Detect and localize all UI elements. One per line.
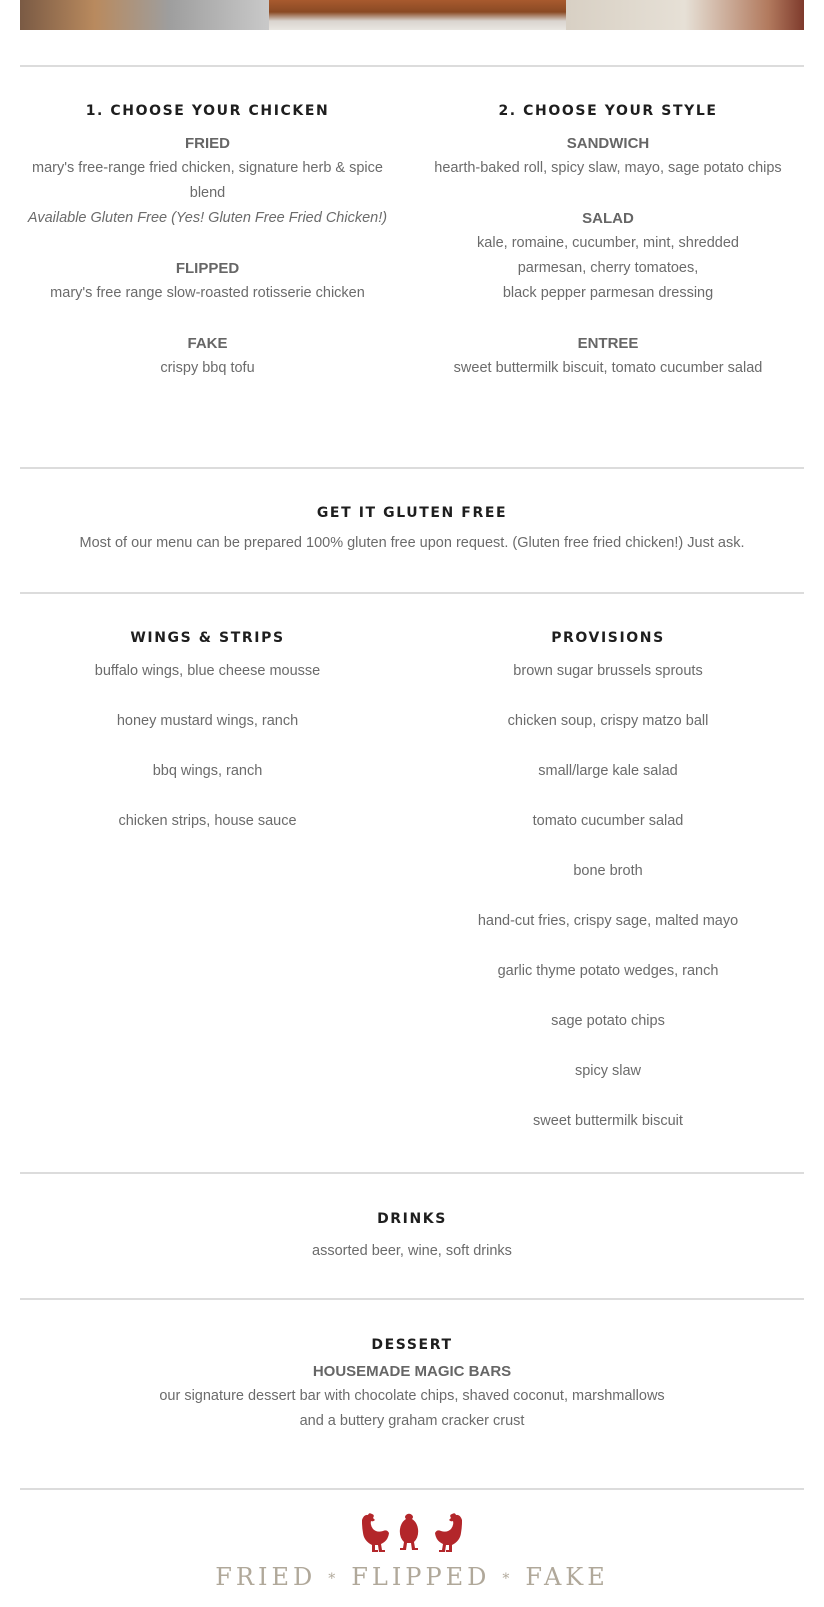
menu-item: chicken strips, house sauce <box>118 813 297 829</box>
divider <box>20 592 804 594</box>
dessert-name: HOUSEMADE MAGIC BARS <box>312 1363 512 1380</box>
menu-item: small/large kale salad <box>538 763 678 779</box>
divider <box>20 1298 804 1300</box>
option-flipped <box>20 256 395 306</box>
section-heading: DRINKS <box>377 1211 447 1227</box>
option-fake <box>20 331 395 381</box>
option-desc: parmesan, cherry tomatoes, <box>517 260 699 276</box>
divider <box>20 65 804 67</box>
dessert-section <box>20 1335 804 1434</box>
wings-strips-section <box>20 628 395 859</box>
option-fried <box>20 131 395 231</box>
option-entree <box>412 331 804 381</box>
dessert-desc: and a buttery graham cracker crust <box>299 1413 525 1429</box>
menu-item: honey mustard wings, ranch <box>116 713 299 729</box>
footer-logo <box>0 1512 824 1593</box>
menu-item: tomato cucumber salad <box>532 813 684 829</box>
option-name: ENTREE <box>577 335 639 352</box>
gluten-free-section <box>20 503 804 556</box>
option-name: SALAD <box>582 210 634 227</box>
logo-separator: * <box>328 1570 340 1587</box>
section-heading: WINGS & STRIPS <box>130 630 285 646</box>
roosters-icon <box>356 1512 468 1558</box>
menu-item: brown sugar brussels sprouts <box>513 663 703 679</box>
option-sandwich <box>412 131 804 181</box>
photo-fried-chicken <box>20 0 269 30</box>
menu-item: sage potato chips <box>551 1013 665 1029</box>
menu-item: bbq wings, ranch <box>152 763 263 779</box>
menu-item: bone broth <box>573 863 643 879</box>
option-desc: mary's free range slow-roasted rotisserie chicken <box>50 285 365 301</box>
option-desc: hearth-baked roll, spicy slaw, mayo, sage potato chips <box>434 160 782 176</box>
logo-word: FRIED <box>215 1563 317 1591</box>
divider <box>20 1488 804 1490</box>
option-desc: sweet buttermilk biscuit, tomato cucumber salad <box>453 360 763 376</box>
option-desc: blend <box>189 185 226 201</box>
menu-item: spicy slaw <box>574 1063 642 1079</box>
choose-style-section <box>412 101 804 381</box>
drinks-section <box>20 1209 804 1264</box>
section-heading: PROVISIONS <box>551 630 665 646</box>
divider <box>20 1172 804 1174</box>
option-desc: kale, romaine, cucumber, mint, shredded <box>477 235 739 251</box>
section-heading: 2. CHOOSE YOUR STYLE <box>498 103 718 119</box>
section-heading: 1. CHOOSE YOUR CHICKEN <box>85 103 330 119</box>
menu-item: sweet buttermilk biscuit <box>533 1113 683 1129</box>
option-name: FAKE <box>187 335 228 352</box>
menu-item: hand-cut fries, crispy sage, malted mayo <box>477 913 739 929</box>
option-name: FRIED <box>185 135 230 152</box>
choose-chicken-section <box>20 101 395 381</box>
menu-item: chicken soup, crispy matzo ball <box>507 713 709 729</box>
photo-plate <box>566 0 804 30</box>
menu-item: garlic thyme potato wedges, ranch <box>497 963 719 979</box>
option-name: FLIPPED <box>175 260 240 277</box>
option-salad <box>412 206 804 306</box>
option-desc: black pepper parmesan dressing <box>502 285 714 301</box>
option-desc: crispy bbq tofu <box>160 360 255 376</box>
gluten-free-note: Available Gluten Free (Yes! Gluten Free Fried Chicken!) <box>27 210 388 226</box>
photo-bowl <box>269 0 566 30</box>
logo-separator: * <box>502 1570 514 1587</box>
section-heading: DESSERT <box>371 1337 453 1353</box>
hero-photo-strip <box>20 0 804 30</box>
section-heading: GET IT GLUTEN FREE <box>316 505 508 521</box>
logo-word: FLIPPED <box>351 1563 491 1591</box>
option-name: SANDWICH <box>566 135 650 152</box>
menu-item: buffalo wings, blue cheese mousse <box>94 663 321 679</box>
divider <box>20 467 804 469</box>
logo-wordmark <box>0 1563 824 1593</box>
option-desc: mary's free-range fried chicken, signature herb & spice <box>32 160 383 176</box>
drinks-text: assorted beer, wine, soft drinks <box>312 1243 512 1259</box>
gluten-free-text: Most of our menu can be prepared 100% gluten free upon request. (Gluten free fried chicken!) Just ask. <box>79 535 745 551</box>
logo-word: FAKE <box>525 1563 609 1591</box>
provisions-section <box>412 628 804 1159</box>
dessert-desc: our signature dessert bar with chocolate chips, shaved coconut, marshmallows <box>159 1388 665 1404</box>
